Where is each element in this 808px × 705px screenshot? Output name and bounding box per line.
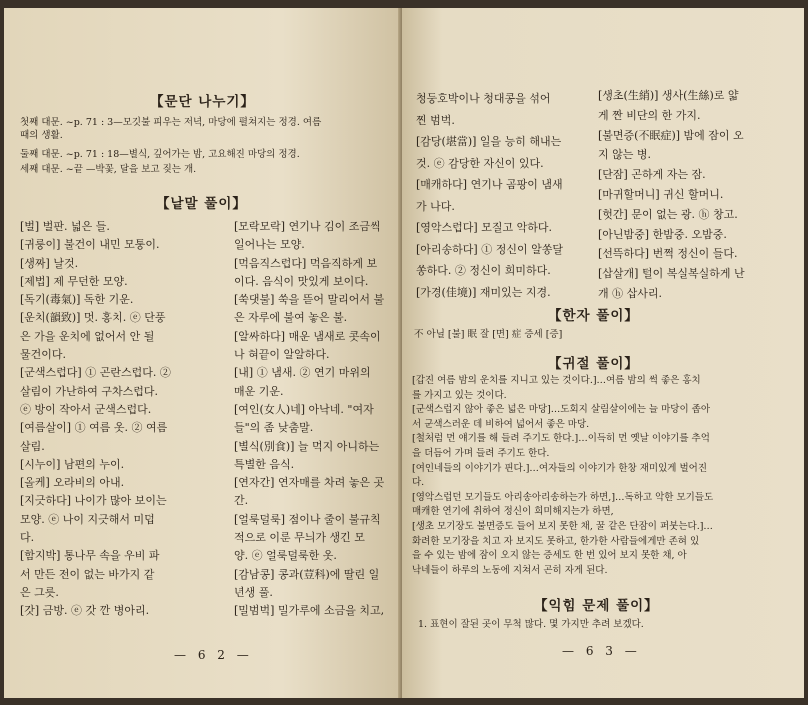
phrase-line: 을 더듬어 가며 들려 주기도 한다.	[412, 447, 550, 459]
vocab-entry: [시누이] 남편의 누이.	[20, 457, 125, 471]
phrase-line: [영악스럽던 모기들도 아리송아리송하는가 하면,]…독하고 악한 모기들도	[412, 491, 714, 503]
hanja-line: 不 아닐 [불] 眠 잘 [면] 症 증세 [증]	[414, 329, 563, 340]
vocab-entry: [갓] 금방. ⓔ 갓 깐 병아리.	[20, 604, 150, 618]
page-number-right: — 6 3 —	[562, 644, 641, 658]
vocab-entry: 다.	[20, 531, 35, 545]
vocab-entry: [모락모락] 연기나 김이 조금씩	[234, 220, 381, 233]
vocab-entry: 물건이다.	[20, 348, 67, 362]
vocab-entry: [헛간] 문이 없는 광. ⓗ 창고.	[598, 207, 738, 221]
vocab-entry: 쏭하다. ② 정신이 희미하다.	[416, 264, 551, 277]
vocab-entry: [여인(女人)네] 아낙네. "여자	[234, 402, 374, 416]
vocab-column-1	[20, 218, 230, 621]
vocab-entry: 년생 풀.	[234, 585, 273, 599]
vocab-entry: 간.	[234, 494, 249, 508]
vocab-entry: 양. ⓔ 얼룩덜룩한 옷.	[234, 549, 337, 563]
vocab-entry: 일어나는 모양.	[234, 238, 305, 252]
vocab-entry: [여름살이] ① 여름 옷. ② 여름	[20, 421, 168, 435]
vocab-entry: [매캐하다] 연기나 곰팡이 냄새	[416, 178, 563, 191]
vocab-entry: [영악스럽다] 모질고 악하다.	[416, 221, 552, 234]
vocab-entry: 들"의 좀 낮춤말.	[234, 421, 314, 435]
vocab-entry: [연자간] 연자매를 차려 놓은 곳	[234, 476, 385, 490]
vocab-entry: [가경(佳境)] 재미있는 지경.	[416, 285, 551, 299]
vocab-entry: 적으로 이룬 무늬가 생긴 모	[234, 531, 365, 545]
mundan-line-4: 세째 대문. ~끝 —박꽃, 달을 보고 짖는 개.	[20, 164, 197, 175]
vocab-entry: 은 자루에 불여 놓은 불.	[234, 311, 348, 325]
phrase-line: 를 가지고 있는 것이다.	[412, 389, 507, 401]
section-title-mundan: 【문단 나누기】	[150, 94, 255, 110]
vocab-entry: ⓔ 방이 작아서 군색스럽다.	[20, 402, 152, 416]
phrase-line: 을 수 있는 밤에 잠이 오지 않는 증세도 한 번 있어 보지 못한 채, 아	[412, 550, 687, 562]
vocab-entry: [생초(生綃)] 생사(生絲)로 얇	[598, 89, 739, 102]
vocab-entry: 살림.	[20, 439, 45, 453]
right-page	[402, 8, 804, 698]
mundan-line-2: 때의 생활.	[20, 130, 63, 141]
mundan-line-1: 첫째 대문. ~p. 71 : 3—모깃불 피우는 저녁, 마당에 펼쳐지는 정경. 여름	[20, 117, 322, 128]
vocab-entry: [올케] 오라비의 아내.	[20, 476, 125, 490]
vocab-entry: [독기(毒氣)] 독한 기운.	[20, 293, 134, 307]
vocab-entry: 모양. ⓔ 나이 지긋해서 미덥	[20, 512, 155, 526]
vocab-entry: 가 나다.	[416, 199, 455, 213]
phrase-line: 다.	[412, 477, 425, 489]
vocab-entry: [귀룽이] 불건이 내민 모퉁이.	[20, 238, 160, 252]
phrase-line: [생초 모기장도 불면증도 들어 보지 못한 채, 꿀 같은 단잠이 퍼붓는다.]…	[412, 520, 713, 532]
vocab-entry: 나 혀끝이 알알하다.	[234, 348, 330, 362]
vocab-entry: [지긋하다] 나이가 많아 보이는	[20, 494, 167, 508]
vocab-column-2	[234, 218, 400, 621]
phrase-line: [여인네들의 이야기가 핀다.]…여자들의 이야기가 한창 재미있게 벌어진	[412, 462, 708, 474]
page-number-left: — 6 2 —	[174, 648, 253, 662]
vocab-entry: [단잠] 곤하게 자는 잠.	[598, 168, 706, 182]
vocab-entry: 서 만든 전이 없는 바가지 같	[20, 567, 155, 581]
phrase-line: 매캐한 연기에 취하여 정신이 희미해지는가 하면,	[412, 506, 614, 518]
phrase-line: 화려한 모기장을 치고 자 보지도 못하고, 한가한 사람들에게만 존혀 있	[412, 535, 700, 547]
phrase-explanations	[412, 374, 802, 578]
phrase-line: [군색스럽지 않아 좋은 넓은 마당]…도회지 살림살이에는 늘 마당이 좁아	[412, 404, 711, 416]
vocab-column-4	[598, 86, 798, 304]
vocab-entry: [쑥댓불] 쑥을 뜯어 말리어서 불	[234, 293, 385, 307]
vocab-entry: 청둥호박이나 청대콩을 섞어	[416, 92, 551, 105]
phrase-line: [갑진 여름 밤의 운치를 지니고 있는 것이다.]…여름 밤의 썩 좋은 홍치	[412, 375, 701, 386]
vocab-entry: [별식(別食)] 늘 먹지 아니하는	[234, 439, 380, 453]
vocab-entry: [알싸하다] 매운 냄새로 콧속이	[234, 329, 381, 343]
vocab-entry: [생짜] 날것.	[20, 256, 79, 270]
section-title-gwijeol: 【귀절 풀이】	[548, 356, 639, 372]
vocab-entry: [먹음직스럽다] 먹음직하게 보	[234, 256, 378, 270]
left-page	[4, 8, 402, 698]
phrase-line: [철처럼 먼 얘기를 해 들려 주기도 한다.]…이득히 먼 옛날 이야기를 추억	[412, 433, 710, 445]
vocab-entry: 살림이 가난하여 구차스럽다.	[20, 384, 159, 398]
vocab-entry: [아닌밤중] 한밤중. 오밤중.	[598, 227, 727, 241]
vocab-entry: 지 않는 병.	[598, 148, 651, 162]
vocab-entry: [아리송하다] ① 정신이 알쏭달	[416, 242, 563, 256]
vocab-entry: [선뜩하다] 번쩍 정신이 들다.	[598, 247, 738, 261]
vocab-entry: 이다. 음식이 맛있게 보이다.	[234, 274, 369, 288]
vocab-entry: 개 ⓗ 삽사리.	[598, 286, 662, 300]
exercise-line: 1. 표현이 잘된 곳이 무척 많다. 몇 가지만 추려 보겠다.	[418, 619, 644, 630]
vocab-entry: [감당(堪當)] 일을 능히 해내는	[416, 135, 562, 148]
section-title-natmal: 【낱말 풀이】	[156, 196, 247, 212]
vocab-entry: [감남콩] 콩과(荳科)에 딸린 일	[234, 567, 380, 581]
vocab-entry: [벌] 벌판. 넓은 들.	[20, 220, 110, 233]
vocab-entry: 찐 범벅.	[416, 113, 455, 127]
section-title-munje: 【익힘 문제 풀이】	[534, 598, 659, 614]
vocab-entry: 것. ⓔ 감당한 자신이 있다.	[416, 156, 544, 170]
section-title-hanja: 【한자 풀이】	[548, 308, 639, 324]
vocab-entry: [삽살개] 털이 복실복실하게 난	[598, 267, 745, 281]
vocab-entry: 매운 기운.	[234, 384, 284, 398]
phrase-line: 낙네들이 하루의 노동에 지쳐서 곤히 자게 된다.	[412, 564, 608, 576]
vocab-entry: [군색스럽다] ① 곤란스럽다. ②	[20, 366, 171, 380]
vocab-entry: [제법] 제 무던한 모양.	[20, 274, 128, 288]
vocab-entry: 특별한 음식.	[234, 457, 295, 471]
vocab-entry: 은 가을 운치에 없어서 안 될	[20, 329, 155, 343]
phrase-line: 서 군색스러운 데 비하여 넓어서 좋은 마당.	[412, 418, 590, 430]
vocab-entry: 게 짠 비단의 한 가지.	[598, 108, 701, 122]
mundan-line-3: 둘째 대문. ~p. 71 : 18—별식, 깊어가는 밤, 고요해진 마당의 정경.	[20, 149, 300, 160]
vocab-entry: [운치(韻致)] 멋. 홍치. ⓔ 단풍	[20, 311, 166, 325]
vocab-entry: [얼룩덜룩] 점이나 줄이 불규칙	[234, 512, 381, 526]
vocab-entry: [마귀할머니] 귀신 할머니.	[598, 187, 724, 201]
vocab-entry: [내] ① 냄새. ② 연기 마위의	[234, 366, 371, 380]
vocab-entry: [함지박] 통나무 속을 우비 파	[20, 549, 160, 563]
vocab-column-3	[416, 88, 594, 303]
vocab-entry: [불면증(不眠症)] 밤에 잠이 오	[598, 128, 744, 142]
vocab-entry: [밀범벅] 밀가루에 소금을 치고,	[234, 604, 385, 618]
vocab-entry: 은 그릇.	[20, 585, 59, 599]
